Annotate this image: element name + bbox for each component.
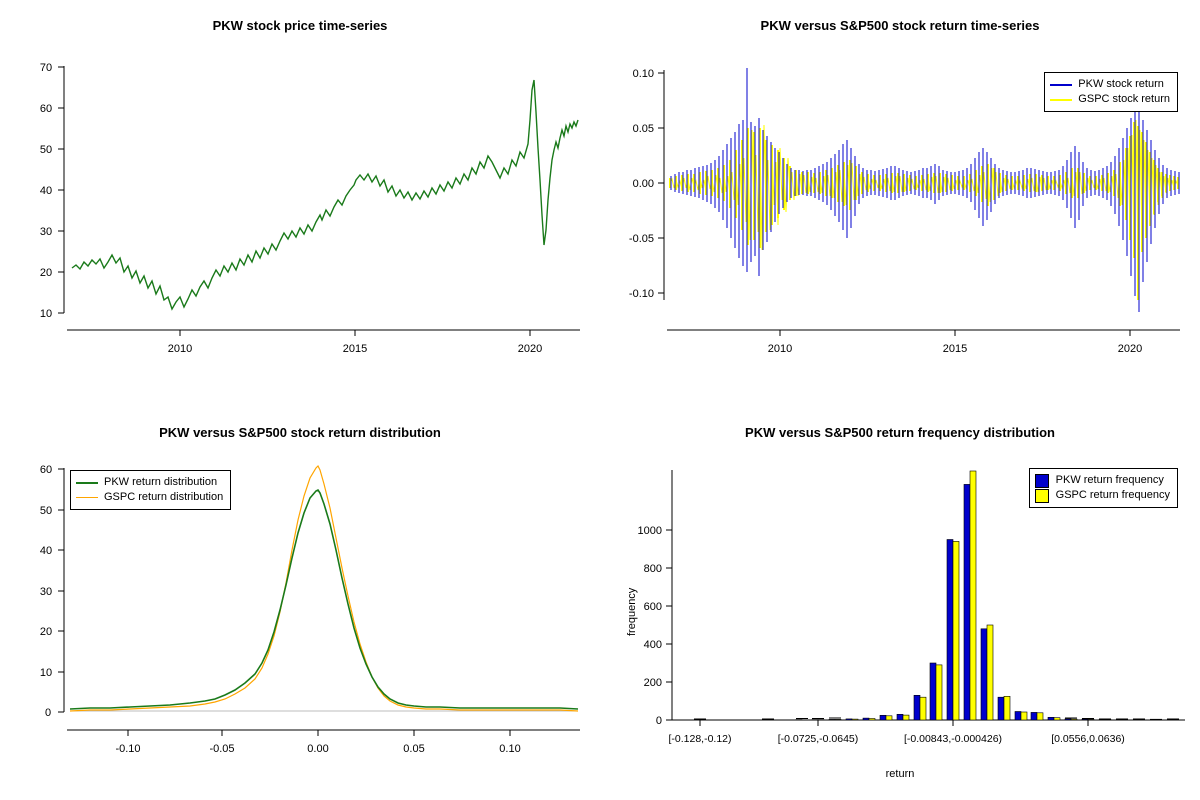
svg-text:0.05: 0.05 [403, 743, 425, 755]
svg-text:2020: 2020 [517, 343, 543, 355]
return-series-plot [600, 0, 1200, 400]
panel-return-distribution [0, 400, 600, 800]
svg-text:400: 400 [643, 639, 662, 651]
return-distribution-legend [70, 470, 231, 510]
svg-text:70: 70 [39, 62, 53, 74]
svg-text:40: 40 [39, 185, 53, 197]
legend-entry-gspc-frequency [1035, 488, 1170, 503]
legend-label: PKW return distribution [104, 476, 218, 488]
svg-text:-0.05: -0.05 [209, 743, 235, 755]
legend-label: GSPC return distribution [104, 491, 224, 503]
return-frequency-legend [1029, 468, 1178, 508]
return-frequency-ylabel: frequency [626, 587, 638, 636]
return-distribution-plot [0, 400, 600, 800]
panel-return-distribution-title: PKW versus S&P500 stock return distribution [159, 425, 441, 440]
legend-swatch-icon [1035, 474, 1049, 488]
svg-text:30: 30 [39, 586, 53, 598]
panel-price-series-title: PKW stock price time-series [212, 18, 388, 33]
svg-text:10: 10 [39, 308, 53, 320]
svg-text:0.00: 0.00 [307, 743, 329, 755]
svg-text:0.05: 0.05 [632, 123, 654, 135]
svg-text:-0.10: -0.10 [628, 288, 654, 300]
svg-text:0.00: 0.00 [632, 178, 654, 190]
svg-text:60: 60 [39, 103, 53, 115]
panel-return-frequency-title: PKW versus S&P500 return frequency distribution [745, 425, 1055, 440]
svg-text:10: 10 [39, 667, 53, 679]
legend-line-icon [76, 482, 98, 484]
svg-text:0.10: 0.10 [499, 743, 521, 755]
panel-return-series [600, 0, 1200, 400]
svg-text:-0.10: -0.10 [115, 743, 141, 755]
svg-text:2015: 2015 [342, 343, 368, 355]
return-frequency-xlabel: return [885, 768, 915, 780]
svg-text:20: 20 [39, 267, 53, 279]
panel-price-series [0, 0, 600, 400]
legend-swatch-icon [1035, 489, 1049, 503]
svg-text:1000: 1000 [637, 525, 662, 537]
svg-text:[0.0556,0.0636): [0.0556,0.0636) [1051, 733, 1125, 745]
legend-entry-pkw-return [1050, 77, 1170, 92]
svg-text:-0.05: -0.05 [628, 233, 654, 245]
svg-text:50: 50 [39, 505, 53, 517]
svg-text:[-0.00843,-0.000426): [-0.00843,-0.000426) [903, 733, 1003, 745]
legend-line-icon [1050, 84, 1072, 86]
legend-entry-gspc-return [1050, 92, 1170, 107]
price-series-plot [0, 0, 600, 400]
svg-text:[-0.128,-0.12): [-0.128,-0.12) [668, 733, 732, 745]
return-series-legend [1044, 72, 1178, 112]
legend-label: GSPC return frequency [1055, 489, 1170, 501]
legend-line-icon [1050, 99, 1072, 101]
legend-label: PKW return frequency [1055, 474, 1164, 486]
svg-text:50: 50 [39, 144, 53, 156]
legend-label: GSPC stock return [1078, 93, 1170, 105]
svg-text:2010: 2010 [167, 343, 193, 355]
svg-text:2020: 2020 [1117, 343, 1143, 355]
legend-entry-pkw-frequency [1035, 473, 1170, 488]
return-frequency-plot [600, 400, 1200, 800]
svg-text:2010: 2010 [767, 343, 793, 355]
svg-text:30: 30 [39, 226, 53, 238]
panel-return-series-title: PKW versus S&P500 stock return time-series [760, 18, 1040, 33]
svg-text:0.10: 0.10 [632, 68, 654, 80]
legend-entry-pkw-distribution [76, 475, 223, 490]
svg-text:40: 40 [39, 545, 53, 557]
legend-entry-gspc-distribution [76, 490, 223, 505]
svg-text:800: 800 [643, 563, 662, 575]
panel-return-frequency [600, 400, 1200, 800]
svg-text:600: 600 [643, 601, 662, 613]
svg-text:0: 0 [44, 707, 52, 719]
legend-label: PKW stock return [1078, 78, 1164, 90]
legend-line-icon [76, 497, 98, 498]
svg-text:[-0.0725,-0.0645): [-0.0725,-0.0645) [777, 733, 859, 745]
svg-text:20: 20 [39, 626, 53, 638]
svg-text:60: 60 [39, 464, 53, 476]
svg-text:0: 0 [655, 715, 662, 727]
svg-text:200: 200 [643, 677, 662, 689]
svg-text:2015: 2015 [942, 343, 968, 355]
